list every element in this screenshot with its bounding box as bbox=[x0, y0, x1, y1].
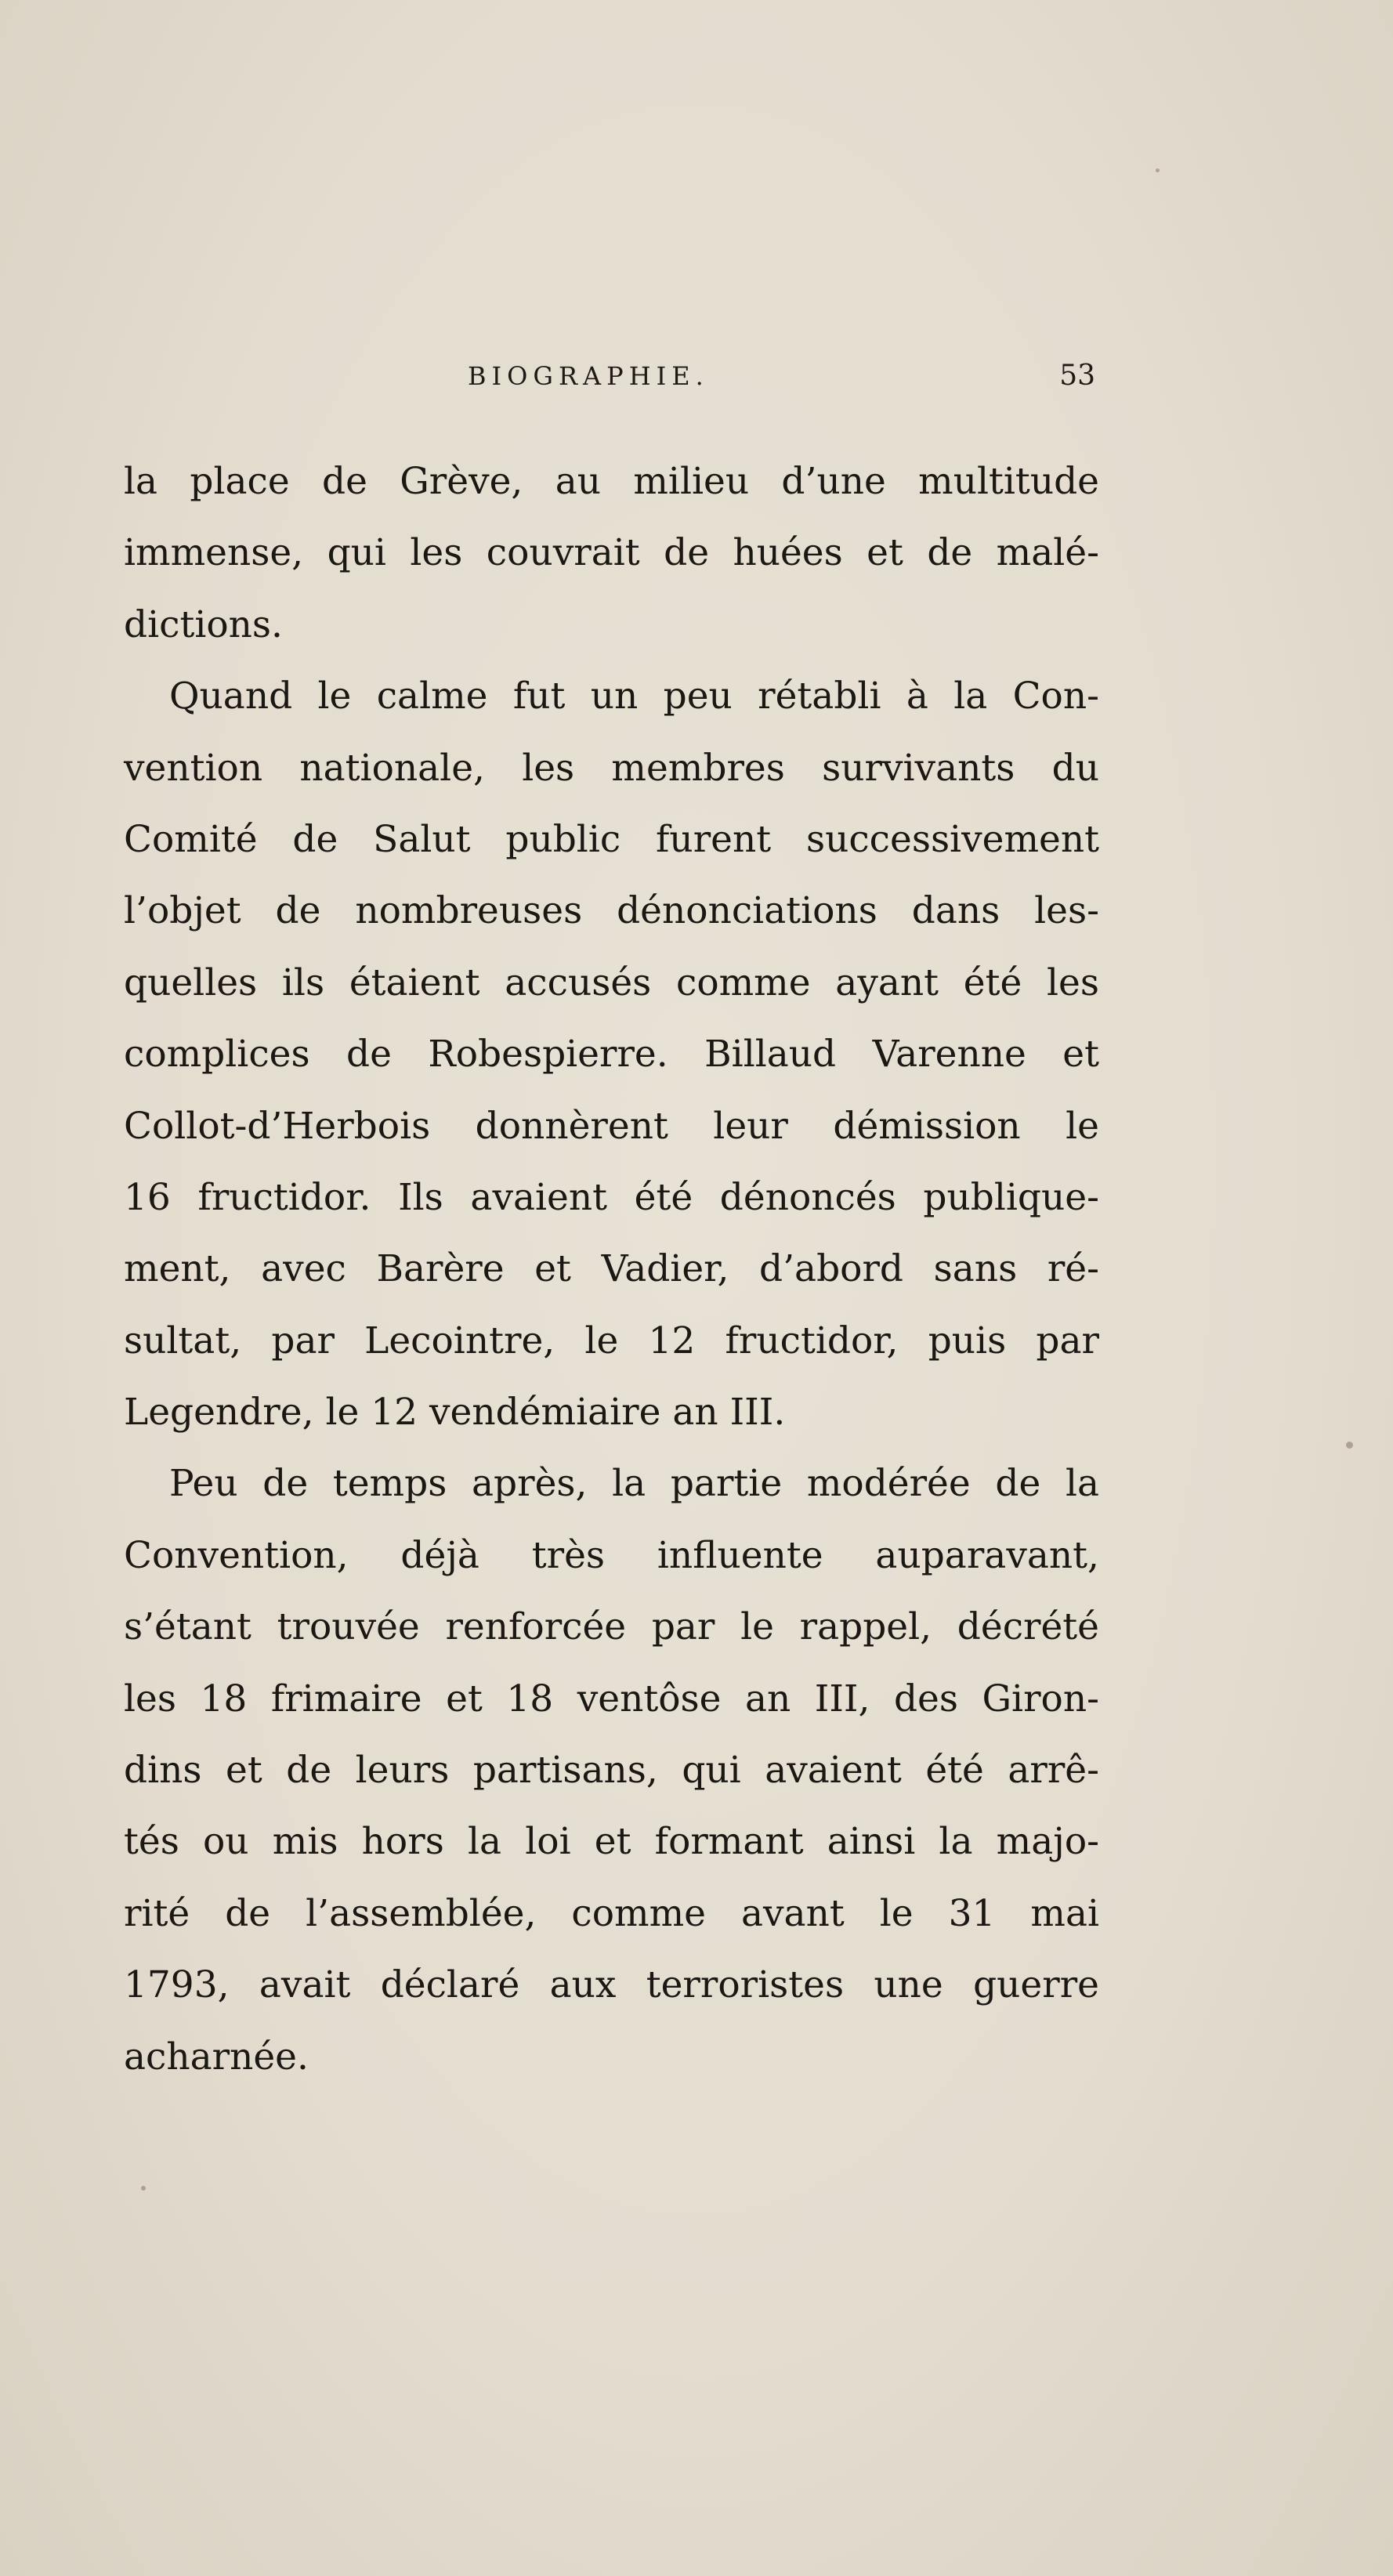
text-line: Quand le calme fut un peu rétabli à la Con- bbox=[169, 675, 1099, 718]
text-line: l’objet de nombreuses dénonciations dans les- bbox=[124, 889, 1099, 933]
text-line: sultat, par Lecointre, le 12 fructidor, puis par bbox=[124, 1319, 1099, 1362]
text-line: acharnée. bbox=[124, 2035, 309, 2079]
text-line: s’étant trouvée renforcée par le rappel, décrété bbox=[124, 1605, 1099, 1649]
text-line: les 18 frimaire et 18 ventôse an III, des Giron- bbox=[124, 1677, 1099, 1720]
paper-speck bbox=[141, 2186, 146, 2191]
page-header bbox=[124, 356, 1095, 396]
text-line: vention nationale, les membres survivants du bbox=[124, 746, 1099, 790]
text-line: ment, avec Barère et Vadier, d’abord sans ré- bbox=[124, 1247, 1099, 1291]
text-line: tés ou mis hors la loi et formant ainsi la majo- bbox=[124, 1820, 1099, 1864]
paper-speck bbox=[1156, 168, 1160, 172]
text-line: dictions. bbox=[124, 602, 283, 646]
text-line: Legendre, le 12 vendémiaire an III. bbox=[124, 1391, 786, 1435]
text-line: rité de l’assemblée, comme avant le 31 mai bbox=[124, 1891, 1099, 1935]
text-line: immense, qui les couvrait de huées et de malé- bbox=[124, 531, 1099, 575]
text-line: Peu de temps après, la partie modérée de la bbox=[169, 1462, 1099, 1506]
text-line: 16 fructidor. Ils avaient été dénoncés publique- bbox=[124, 1175, 1099, 1219]
text-line: Convention, déjà très influente auparavant, bbox=[124, 1533, 1099, 1577]
text-line: la place de Grève, au milieu d’une multitude bbox=[124, 460, 1099, 503]
paper-speck bbox=[1346, 1442, 1353, 1449]
text-line: Comité de Salut public furent successivement bbox=[124, 817, 1099, 861]
body-text bbox=[124, 446, 1099, 2093]
text-line: complices de Robespierre. Billaud Varenne et bbox=[124, 1033, 1099, 1076]
text-line: 1793, avait déclaré aux terroristes une guerre bbox=[124, 1963, 1099, 2007]
text-line: dins et de leurs partisans, qui avaient été arrê- bbox=[124, 1749, 1099, 1793]
text-line: quelles ils étaient accusés comme ayant été les bbox=[124, 961, 1099, 1004]
running-title: BIOGRAPHIE. bbox=[468, 361, 709, 391]
text-line: Collot-d’Herbois donnèrent leur démission le bbox=[124, 1104, 1099, 1148]
page-number: 53 bbox=[1059, 360, 1095, 392]
